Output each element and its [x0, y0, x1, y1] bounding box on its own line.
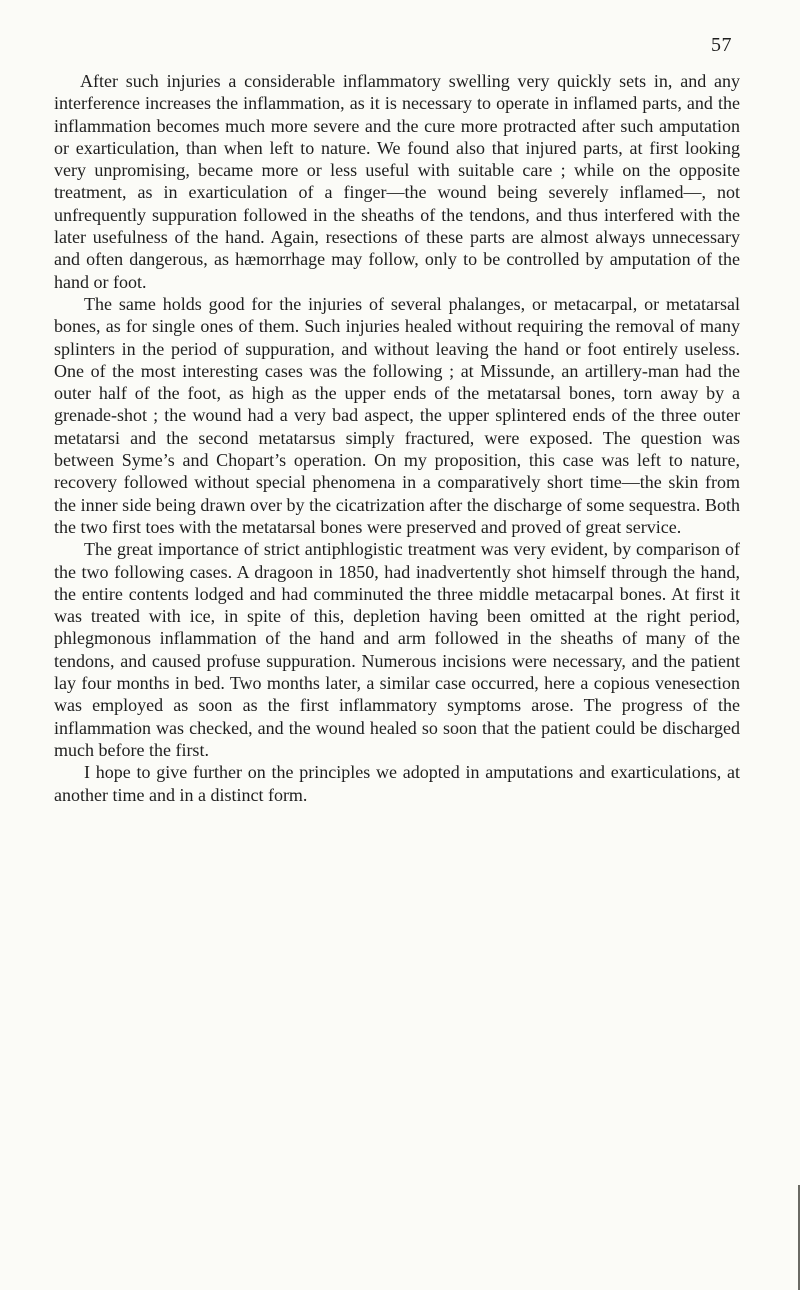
paragraph-4: I hope to give further on the principles we adopted in amputations and exarticulations, at another time and in a distinct form.	[54, 762, 740, 805]
paragraph-3: The great importance of strict antiphlogistic treatment was very evident, by comparison of the two following cases. A dragoon in 1850, had inadvertently shot himself through the hand, the entire contents lodged and had comminuted the three middle metacarpal bones. At first it was treated with ice, in spite of this, depletion having been omitted at the right period, phlegmonous inflammation of the hand and arm followed in the sheaths of many of the tendons, and caused profuse suppuration. Numerous incisions were necessary, and the patient lay four months in bed. Two months later, a similar case occurred, here a copious venesection was employed as soon as the first inflammatory symptoms arose. The progress of the inflammation was checked, and the wound healed so soon that the patient could be discharged much before the first.	[54, 539, 740, 760]
page-number: 57	[711, 34, 732, 56]
body-text	[54, 70, 740, 806]
paragraph-2: The same holds good for the injuries of several phalanges, or metacarpal, or metatarsal bones, as for single ones of them. Such injuries healed without requiring the removal of many splinters in the period of suppuration, and without leaving the hand or foot entirely useless. One of the most interesting cases was the following ; at Missunde, an artillery-man had the outer half of the foot, as high as the upper ends of the metatarsal bones, torn away by a grenade-shot ; the wound had a very bad aspect, the upper splintered ends of the three outer metatarsi and the second metatarsus simply fractured, were exposed. The question was between Syme’s and Chopart’s operation. On my proposition, this case was left to nature, recovery followed without special phenomena in a comparatively short time—the skin from the inner side being drawn over by the cicatrization after the discharge of some sequestra. Both the two first toes with the metatarsal bones were preserved and proved of great service.	[54, 293, 740, 537]
paragraph-1: After such injuries a considerable inflammatory swelling very quickly sets in, and any interference increases the inflammation, as it is necessary to operate in inflamed parts, and the inflammation becomes much more severe and the cure more protracted after such amputation or exarticulation, than when left to nature. We found also that injured parts, at first looking very unpromising, became more or less useful with suitable care ; while on the opposite treatment, as in exarticulation of a finger—the wound being severely inflamed—, not unfrequently suppuration followed in the sheaths of the tendons, and thus interfered with the later usefulness of the hand. Again, resections of these parts are almost always unnecessary and often dangerous, as hæmorrhage may follow, only to be controlled by amputation of the hand or foot.	[54, 71, 740, 292]
